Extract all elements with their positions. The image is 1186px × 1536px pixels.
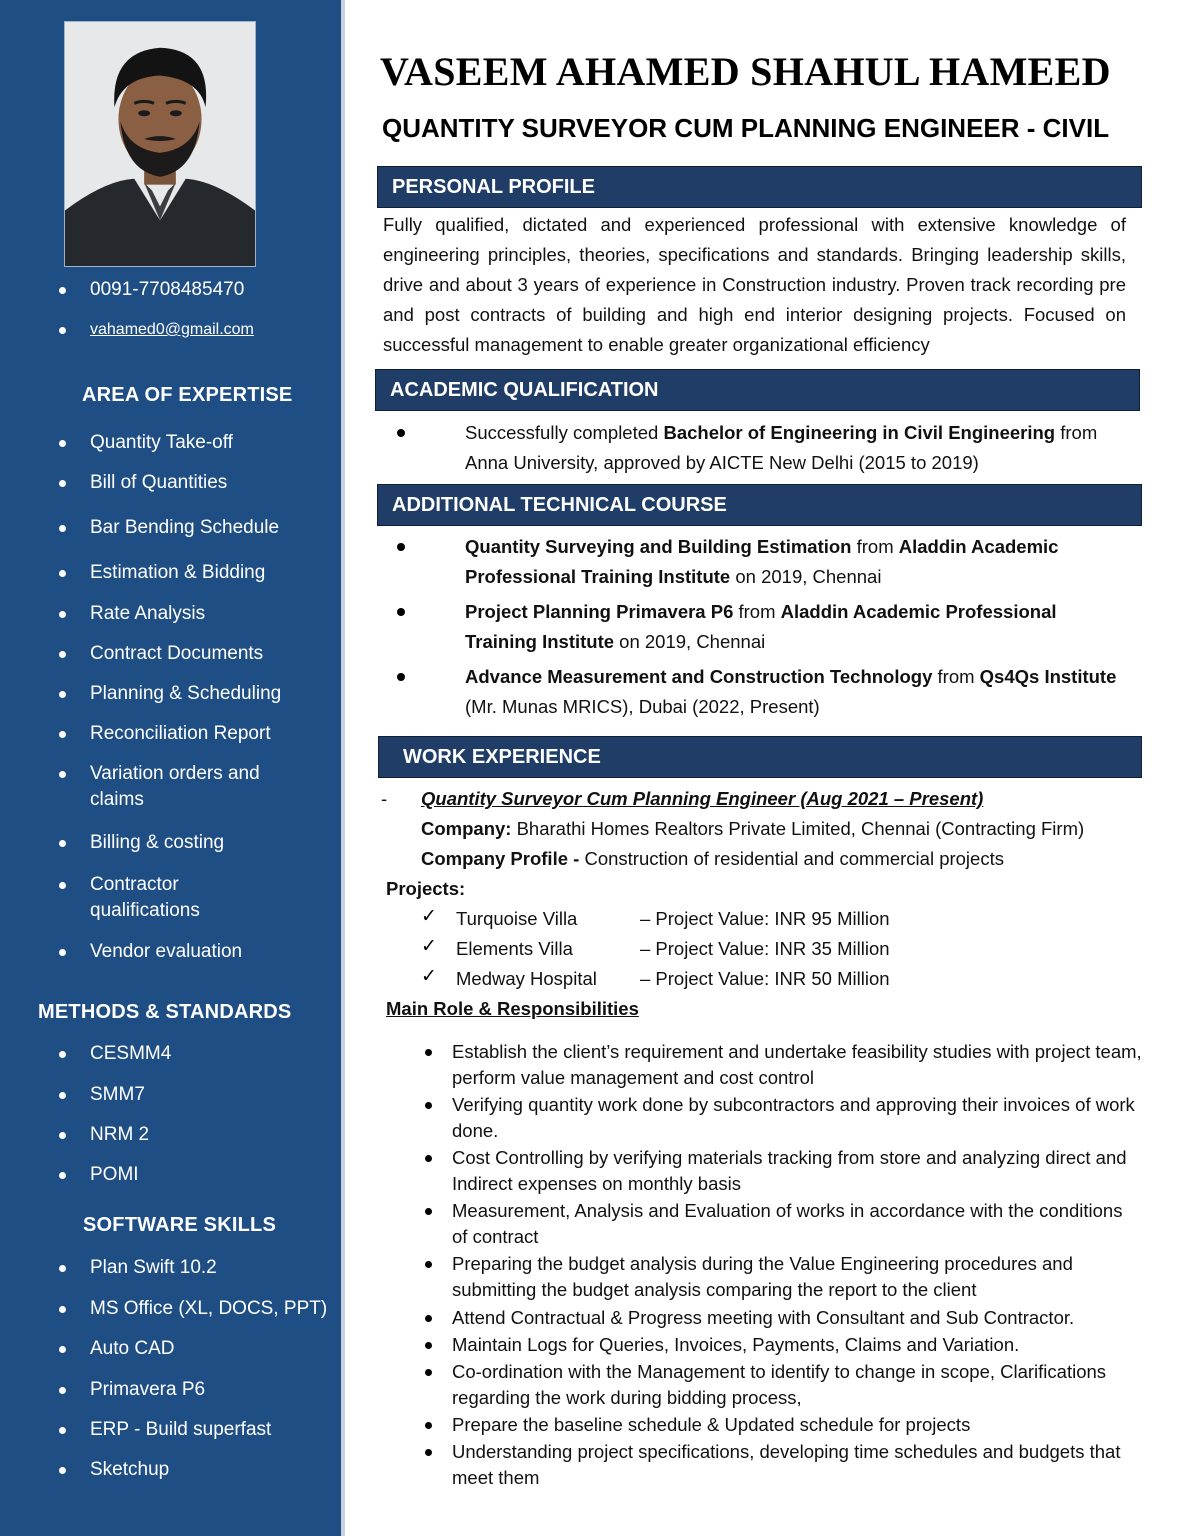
software-heading: SOFTWARE SKILLS xyxy=(83,1214,276,1236)
list-item: Vendor evaluation xyxy=(90,939,330,965)
bullet-icon xyxy=(397,608,405,616)
section-additional-course: ADDITIONAL TECHNICAL COURSE xyxy=(377,484,1142,526)
list-item: Verifying quantity work done by subcontractors and approving their invoices of work done. xyxy=(452,1092,1142,1144)
course-item xyxy=(465,532,1115,592)
course-from: from xyxy=(932,666,980,687)
list-item: Preparing the budget analysis during the Value Engineering procedures and submitting the budget analysis comparing the report to the client xyxy=(452,1251,1142,1303)
profile-text: Fully qualified, dictated and experienced professional with extensive knowledge of engineering principles, theories, specifications and standards. Bringing leadership skills, drive and about 3 years of experience in Construction industry. Proven track recording pre and post contracts of building and high end interior designing projects. Focused on successful management to enable greater organizational efficiency xyxy=(383,214,1126,355)
company-label: Company: xyxy=(421,818,512,839)
list-item: Maintain Logs for Queries, Invoices, Payments, Claims and Variation. xyxy=(452,1332,1142,1358)
company-profile-value: Construction of residential and commercial projects xyxy=(579,848,1004,869)
section-academic: ACADEMIC QUALIFICATION xyxy=(375,369,1140,411)
checkmark-icon: ✓ xyxy=(421,936,437,957)
course-name: Quantity Surveying and Building Estimation xyxy=(465,536,852,557)
project-value: – Project Value: INR 95 Million xyxy=(640,908,890,929)
list-item: Attend Contractual & Progress meeting with Consultant and Sub Contractor. xyxy=(452,1305,1142,1331)
list-item: ERP - Build superfast xyxy=(90,1417,330,1443)
project-name: Turquoise Villa xyxy=(456,908,578,929)
expertise-heading: AREA OF EXPERTISE xyxy=(82,384,293,406)
course-name: Project Planning Primavera P6 xyxy=(465,601,734,622)
list-item: Sketchup xyxy=(90,1457,330,1483)
academic-prefix: Successfully completed xyxy=(465,422,664,443)
list-item: Primavera P6 xyxy=(90,1377,330,1403)
course-institute: Aladdin Academic Professional Training Institute xyxy=(465,601,1057,652)
list-item: Auto CAD xyxy=(90,1336,330,1362)
list-item: Measurement, Analysis and Evaluation of works in accordance with the conditions of contract xyxy=(452,1198,1142,1250)
methods-heading: METHODS & STANDARDS xyxy=(38,1001,292,1023)
academic-suffix: from Anna University, approved by AICTE New Delhi (2015 to 2019) xyxy=(465,422,1098,473)
list-item: Rate Analysis xyxy=(90,601,330,627)
candidate-name: VASEEM AHAMED SHAHUL HAMEED xyxy=(380,49,1111,94)
bullet-icon xyxy=(397,429,405,437)
list-item: Bar Bending Schedule xyxy=(90,515,330,541)
project-value: – Project Value: INR 35 Million xyxy=(640,938,890,959)
course-rest: (Mr. Munas MRICS), Dubai (2022, Present) xyxy=(465,696,820,717)
list-item: Reconciliation Report xyxy=(90,721,330,747)
list-item: Contractor qualifications xyxy=(90,872,260,924)
project-name: Elements Villa xyxy=(456,938,573,959)
list-item: Bill of Quantities xyxy=(90,470,330,496)
checkmark-icon: ✓ xyxy=(421,966,437,987)
course-rest: on 2019, Chennai xyxy=(614,631,766,652)
company-value: Bharathi Homes Realtors Private Limited, Chennai (Contracting Firm) xyxy=(511,818,1085,839)
list-item: SMM7 xyxy=(90,1082,330,1108)
section-work-experience: WORK EXPERIENCE xyxy=(378,736,1142,778)
role-title: Quantity Surveyor Cum Planning Engineer (Aug 2021 – Present) xyxy=(421,788,984,809)
list-item: Establish the client’s requirement and undertake feasibility studies with project team, perform value management and cost control xyxy=(452,1039,1142,1091)
bullet-icon xyxy=(397,673,405,681)
academic-entry xyxy=(465,418,1125,478)
list-item: Plan Swift 10.2 xyxy=(90,1255,330,1281)
project-name: Medway Hospital xyxy=(456,968,597,989)
list-item: Quantity Take-off xyxy=(90,430,330,456)
company-profile-label: Company Profile - xyxy=(421,848,580,869)
job-title: QUANTITY SURVEYOR CUM PLANNING ENGINEER - CIVIL xyxy=(382,113,1110,143)
course-institute: Aladdin Academic Professional Training Institute xyxy=(465,536,1059,587)
course-item xyxy=(465,662,1137,722)
list-item: Cost Controlling by verifying materials tracking from store and analyzing direct and Indirect expenses on monthly basis xyxy=(452,1145,1142,1197)
company-line xyxy=(421,814,1084,844)
course-institute: Qs4Qs Institute xyxy=(979,666,1117,687)
list-item: Contract Documents xyxy=(90,641,330,667)
projects-label: Projects: xyxy=(386,878,466,899)
list-item: Billing & costing xyxy=(90,830,330,856)
list-item: Planning & Scheduling xyxy=(90,681,330,707)
project-value: – Project Value: INR 50 Million xyxy=(640,968,890,989)
checkmark-icon: ✓ xyxy=(421,906,437,927)
section-personal-profile: PERSONAL PROFILE xyxy=(377,166,1142,208)
contact-phone: 0091-7708485470 xyxy=(90,277,330,303)
contact-email[interactable]: vahamed0@gmail.com xyxy=(90,317,330,343)
list-item: Understanding project specifications, developing time schedules and budgets that meet them xyxy=(452,1439,1142,1491)
sidebar-divider xyxy=(341,0,345,1536)
course-from: from xyxy=(733,601,781,622)
responsibilities-heading: Main Role & Responsibilities xyxy=(386,998,639,1019)
company-profile-line xyxy=(421,844,1004,874)
list-item: CESMM4 xyxy=(90,1041,330,1067)
course-item xyxy=(465,597,1085,657)
list-item: Variation orders and claims xyxy=(90,761,290,813)
course-from: from xyxy=(851,536,899,557)
list-item: Co-ordination with the Management to identify to change in scope, Clarifications regarding the work during bidding process, xyxy=(452,1359,1142,1411)
profile-photo xyxy=(64,21,256,267)
list-item: POMI xyxy=(90,1162,330,1188)
academic-degree: Bachelor of Engineering in Civil Engineering xyxy=(663,422,1056,443)
role-dash: - xyxy=(381,788,388,809)
list-item: MS Office (XL, DOCS, PPT) xyxy=(90,1296,330,1322)
bullet-icon xyxy=(397,543,405,551)
list-item: Estimation & Bidding xyxy=(90,560,330,586)
list-item: Prepare the baseline schedule & Updated schedule for projects xyxy=(452,1412,1142,1438)
course-rest: on 2019, Chennai xyxy=(730,566,882,587)
list-item: NRM 2 xyxy=(90,1122,330,1148)
course-name: Advance Measurement and Construction Technology xyxy=(465,666,933,687)
